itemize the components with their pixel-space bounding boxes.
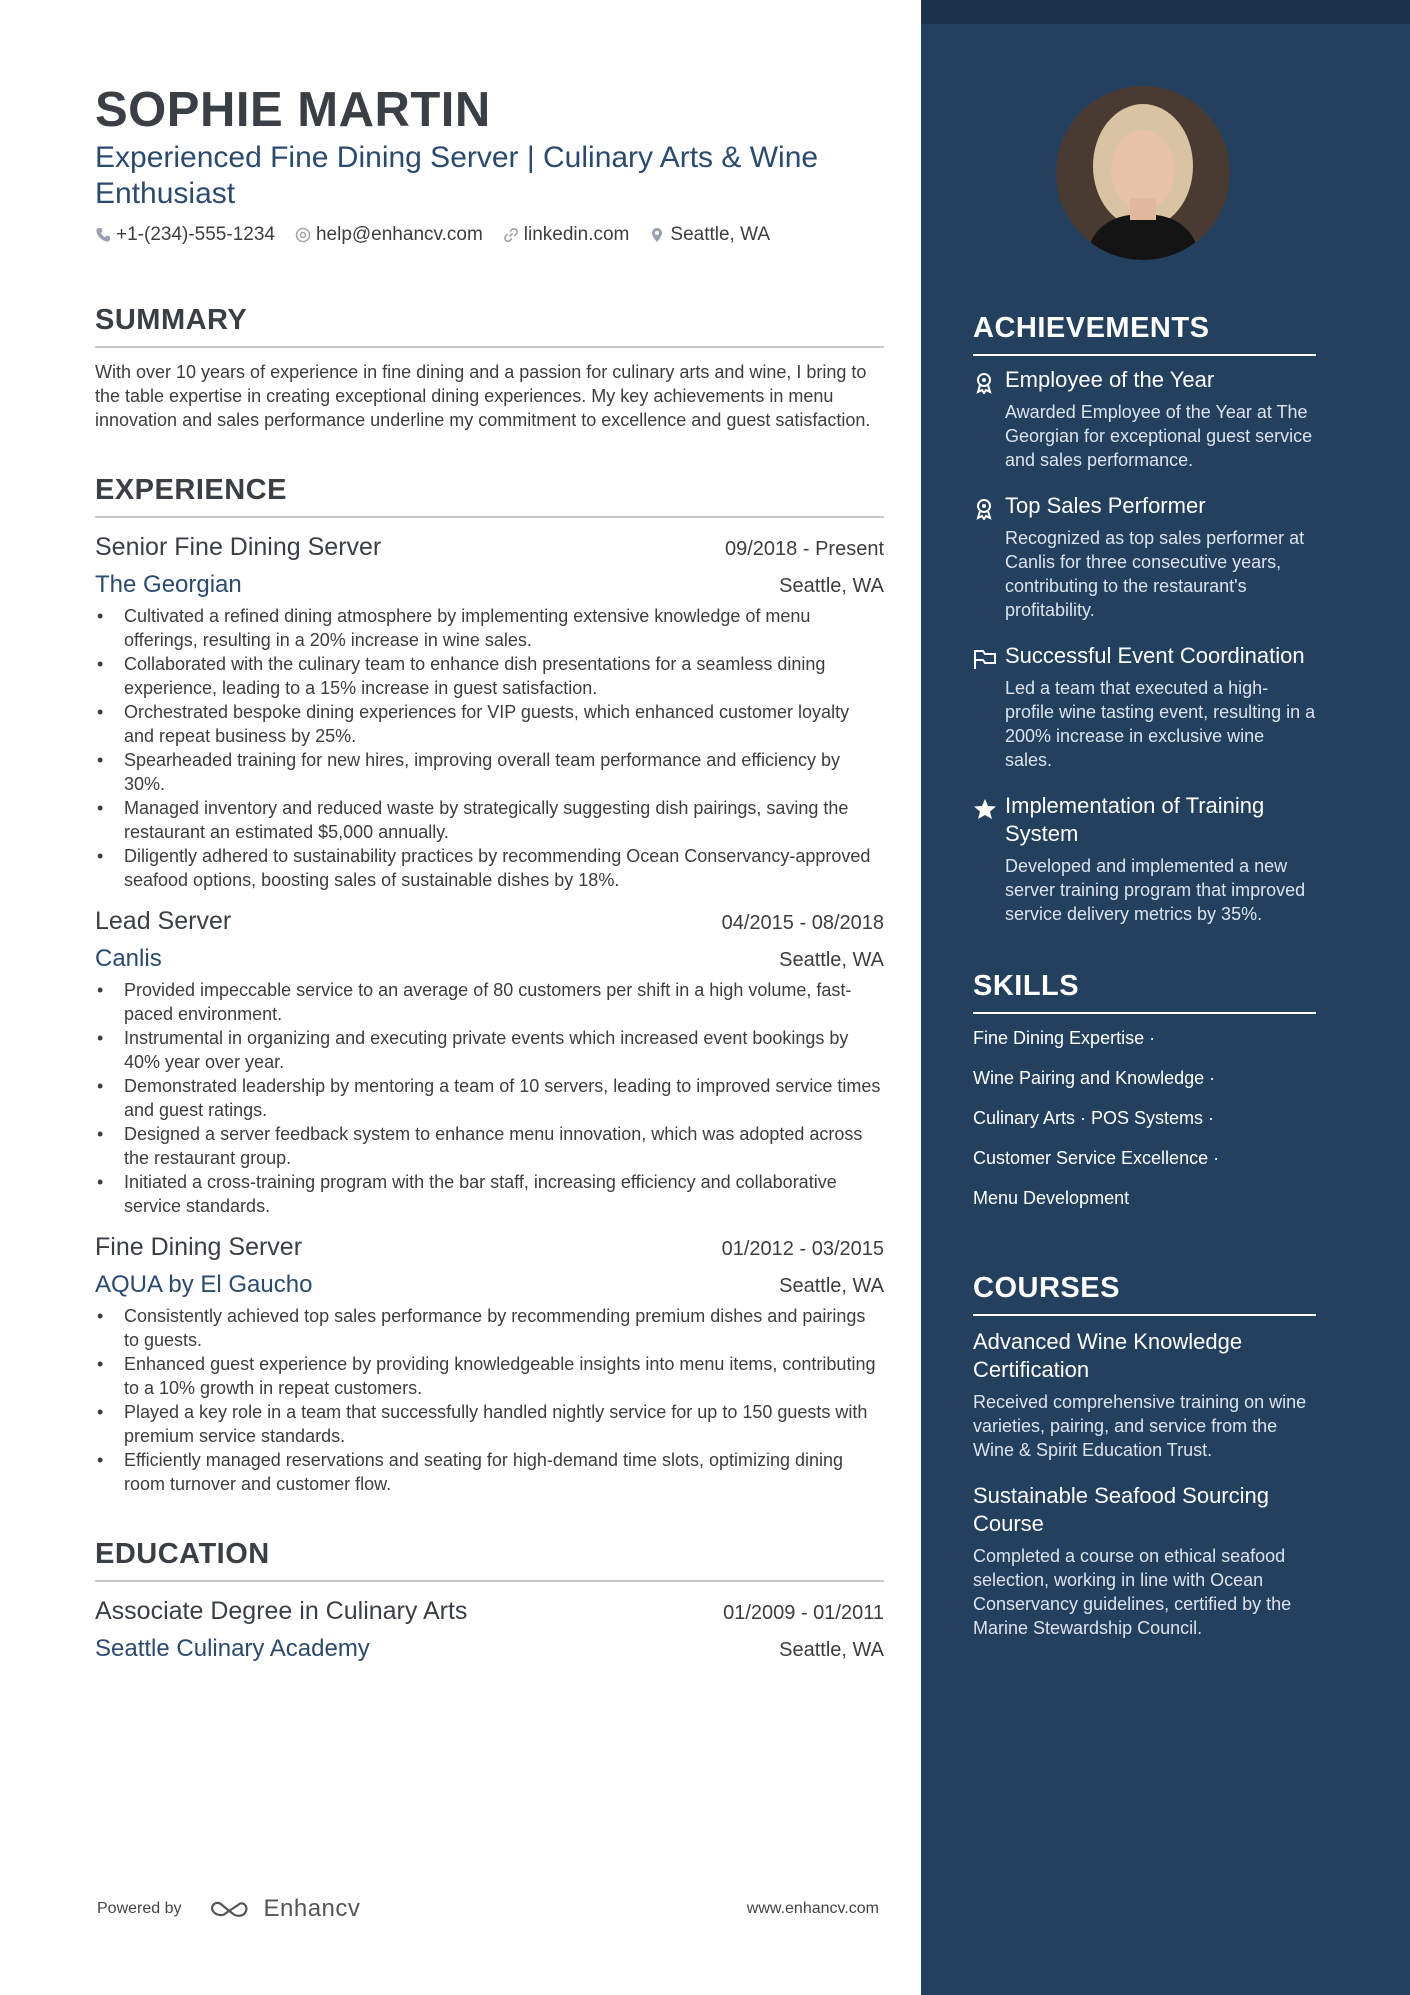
contact-email[interactable] <box>295 224 483 246</box>
job-role: Lead Server <box>95 907 232 935</box>
section-divider <box>95 346 884 348</box>
footer <box>97 1895 879 1923</box>
list-item: • Initiated a cross-training program with the bar staff, increasing efficiency and collaborative service standards. <box>95 1170 884 1218</box>
skill-row: Culinary Arts · POS Systems · <box>973 1108 1215 1128</box>
list-item: • Cultivated a refined dining atmosphere by implementing extensive knowledge of menu offerings, resulting in a 20% increase in wine sales. <box>95 604 884 652</box>
skill-row: Wine Pairing and Knowledge · <box>973 1068 1216 1088</box>
section-divider <box>95 1580 884 1582</box>
job-entry <box>95 1230 884 1496</box>
achievements-section <box>973 310 1316 926</box>
job-role: Senior Fine Dining Server <box>95 533 382 561</box>
course-item <box>973 1328 1316 1462</box>
list-item: • Spearheaded training for new hires, improving overall team performance and efficiency by 30%. <box>95 748 884 796</box>
achievement-item <box>973 492 1316 622</box>
phone-icon <box>95 227 111 243</box>
experience-section <box>95 472 884 1496</box>
contact-bar <box>95 224 884 246</box>
job-subheader <box>95 1268 884 1302</box>
star-icon <box>973 798 997 820</box>
list-item: • Provided impeccable service to an average of 80 customers per shift in a high volume, fast-paced environment. <box>95 978 884 1026</box>
job-entry <box>95 904 884 1218</box>
list-item: • Designed a server feedback system to enhance menu innovation, which was adopted across the restaurant group. <box>95 1122 884 1170</box>
job-header <box>95 1230 884 1264</box>
job-bullets <box>95 978 884 1218</box>
job-company: AQUA by El Gaucho <box>95 1271 313 1298</box>
section-divider <box>973 1012 1316 1014</box>
achievement-title: Top Sales Performer <box>1005 493 1206 518</box>
flag-icon <box>973 648 997 670</box>
job-bullets <box>95 1304 884 1496</box>
contact-phone-text: +1-(234)-555-1234 <box>116 224 275 245</box>
list-item: • Orchestrated bespoke dining experiences for VIP guests, which enhanced customer loyalty and repeat business by 25%. <box>95 700 884 748</box>
skill-row: Customer Service Excellence · <box>973 1148 1220 1168</box>
achievement-desc: Awarded Employee of the Year at The Georgian for exceptional guest service and sales performance. <box>1005 402 1313 470</box>
location-pin-icon <box>649 227 665 243</box>
course-desc: Completed a course on ethical seafood selection, working in line with Ocean Conservancy guidelines, certified by the Marine Stewardship Council. <box>973 1546 1292 1638</box>
contact-phone[interactable] <box>95 224 275 246</box>
course-item <box>973 1482 1316 1640</box>
job-header <box>95 904 884 938</box>
link-icon <box>503 227 519 243</box>
list-item: • Collaborated with the culinary team to enhance dish presentations for a seamless dining experience, leading to a 15% increase in guest satisfaction. <box>95 652 884 700</box>
list-item: • Diligently adhered to sustainability practices by recommending Ocean Conservancy-approved seafood options, boosting sales of sustainable dishes by 18%. <box>95 844 884 892</box>
achievement-desc: Recognized as top sales performer at Canlis for three consecutive years, contributing to the restaurant's profitability. <box>1005 528 1305 620</box>
job-company: Canlis <box>95 945 162 972</box>
sidebar <box>973 0 1316 1640</box>
courses-title: COURSES <box>973 1272 1120 1304</box>
contact-linkedin-text: linkedin.com <box>523 224 630 245</box>
at-icon <box>295 227 311 243</box>
job-entry <box>95 530 884 892</box>
education-school: Seattle Culinary Academy <box>95 1635 370 1662</box>
job-dates: 01/2012 - 03/2015 <box>721 1238 884 1260</box>
summary-title: SUMMARY <box>95 304 248 336</box>
course-title: Advanced Wine Knowledge Certification <box>973 1329 1243 1382</box>
list-item: • Demonstrated leadership by mentoring a team of 10 servers, leading to improved service times and guest ratings. <box>95 1074 884 1122</box>
job-dates: 09/2018 - Present <box>725 538 884 560</box>
education-entry <box>95 1594 884 1666</box>
education-title: EDUCATION <box>95 1538 270 1570</box>
contact-location-text: Seattle, WA <box>670 224 771 245</box>
headline: Experienced Fine Dining Server | Culinary Arts & Wine Enthusiast <box>95 141 819 210</box>
achievement-item <box>973 642 1316 772</box>
education-degree: Associate Degree in Culinary Arts <box>95 1597 468 1625</box>
achievement-item <box>973 366 1316 472</box>
job-header <box>95 530 884 564</box>
section-divider <box>95 516 884 518</box>
contact-location <box>649 224 770 246</box>
skill-row: Fine Dining Expertise · <box>973 1028 1156 1048</box>
list-item: • Enhanced guest experience by providing knowledgeable insights into menu items, contributing to a 10% growth in repeat customers. <box>95 1352 884 1400</box>
summary-text: With over 10 years of experience in fine dining and a passion for culinary arts and wine, I bring to the table expertise in creating exceptional dining experiences. My key achievements in menu innovation and sales performance underline my commitment to excellence and guest satisfaction. <box>95 362 871 430</box>
job-company: The Georgian <box>95 571 242 598</box>
skills-section <box>973 968 1316 1210</box>
contact-linkedin[interactable] <box>503 224 630 246</box>
achievement-desc: Led a team that executed a high-profile wine tasting event, resulting in a 200% increase in exclusive wine sales. <box>1005 678 1316 770</box>
award-icon <box>973 498 995 520</box>
course-desc: Received comprehensive training on wine varieties, pairing, and service from the Wine & Spirit Education Trust. <box>973 1392 1307 1460</box>
contact-email-text: help@enhancv.com <box>315 224 483 245</box>
list-item: • Instrumental in organizing and executing private events which increased event bookings by 40% year over year. <box>95 1026 884 1074</box>
experience-title: EXPERIENCE <box>95 474 287 506</box>
education-dates: 01/2009 - 01/2011 <box>723 1602 884 1624</box>
education-location: Seattle, WA <box>779 1639 884 1661</box>
section-divider <box>973 1314 1316 1316</box>
job-subheader <box>95 942 884 976</box>
list-item: • Managed inventory and reduced waste by strategically suggesting dish pairings, saving the restaurant an estimated $5,000 annually. <box>95 796 884 844</box>
powered-by-label: Powered by <box>97 1900 182 1917</box>
list-item: • Efficiently managed reservations and seating for high-demand time slots, optimizing dining room turnover and customer flow. <box>95 1448 884 1496</box>
course-title: Sustainable Seafood Sourcing Course <box>973 1483 1269 1536</box>
candidate-name: SOPHIE MARTIN <box>95 83 491 137</box>
list-item: • Played a key role in a team that successfully handled nightly service for up to 150 guests with premium service standards. <box>95 1400 884 1448</box>
education-section <box>95 1536 884 1666</box>
achievement-item <box>973 792 1316 926</box>
job-location: Seattle, WA <box>779 949 884 971</box>
list-item: • Consistently achieved top sales performance by recommending premium dishes and pairings to guests. <box>95 1304 884 1352</box>
footer-website-link[interactable]: www.enhancv.com <box>746 1900 879 1917</box>
enhancv-logo-icon <box>208 1897 256 1921</box>
job-location: Seattle, WA <box>779 1275 884 1297</box>
achievements-title: ACHIEVEMENTS <box>973 312 1210 344</box>
main-column <box>95 80 884 1666</box>
achievement-desc: Developed and implemented a new server training program that improved service delivery metrics by 35%. <box>1005 856 1306 924</box>
job-bullets <box>95 604 884 892</box>
skill-row: Menu Development <box>973 1188 1130 1208</box>
job-dates: 04/2015 - 08/2018 <box>721 912 884 934</box>
job-location: Seattle, WA <box>779 575 884 597</box>
achievement-title: Successful Event Coordination <box>1005 643 1305 668</box>
job-subheader <box>95 568 884 602</box>
skills-title: SKILLS <box>973 970 1080 1002</box>
section-divider <box>973 354 1316 356</box>
summary-section <box>95 302 884 432</box>
footer-brand[interactable]: Enhancv <box>263 1895 361 1922</box>
achievement-title: Implementation of Training System <box>1005 793 1265 846</box>
courses-section <box>973 1270 1316 1640</box>
achievement-title: Employee of the Year <box>1005 367 1215 392</box>
education-subheader <box>95 1632 884 1666</box>
award-icon <box>973 372 995 394</box>
education-header <box>95 1594 884 1628</box>
job-role: Fine Dining Server <box>95 1233 303 1261</box>
